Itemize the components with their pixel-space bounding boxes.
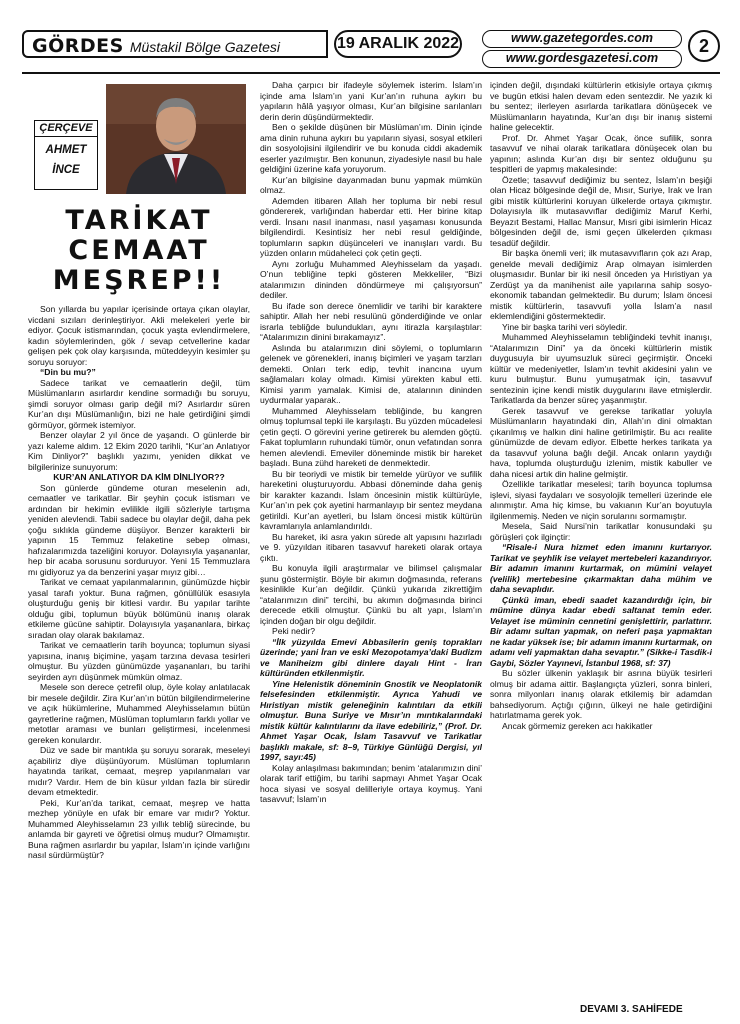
headline-line-2: CEMAAT [68,235,210,266]
paragraph: Benzer olaylar 2 yıl önce de yaşandı. O günlerde bir yazı kaleme aldım. 12 Ekim 2020 tarihli, “Kur’an Anlatıyor Kim Dinliyor?” başlıklı yazımı, yeniden dikkat ve bilgilerinize sunuyorum: [28,430,250,472]
continued-notice: DEVAMI 3. SAHİFEDE [580,1004,683,1015]
paragraph: Son yıllarda bu yapılar içerisinde ortaya çıkan olaylar, vicdani sızıları derinleştiriyor. Akli melekeleri yerle bir ediyor. Çocuk istismarından, çocuk yaşta evlendirmelere, kadın söylemlerinden, gök / sevap cetvellerine kadar gelişen pek çok olay karşısında, müteddeyyin kesimler şu soruyu soruyor: [28,304,250,367]
column-2 [260,80,482,1016]
paragraph: Peki nedir? [272,626,315,636]
author-last-name: İNCE [52,163,80,176]
author-first-name: AHMET [45,143,87,156]
paragraph: Ademden itibaren Allah her topluma bir nebi resul göndererek, varlığından haberdar etti. Her birine kitap verdi. İnsanı nasıl inanması, nasıl yaşaması konusunda bilgilendirdi. Kesintisiz her nebi resul geldiğinde, toplumların sapkın düşünceleri ve inanışları vardı. Bu yüzden onların müdaheleci çok çetin geçti. [260,195,482,258]
paragraph: Ancak görmemiz gereken acı hakikatler [502,720,653,731]
paragraph: Prof. Dr. Ahmet Yaşar Ocak, önce sufilik, sonra tasavvuf ve nihai olarak tarikatlara dönüşecek olan bu yapının; aslında Kur’an dışı bir sentez olduğunu şu tespitleri de yapmış makalesinde: [490,132,712,174]
paragraph: Kur’an bilgisine dayanmadan bunu yapmak mümkün olmaz. [260,174,482,195]
author-box [28,80,250,200]
paragraph: Tarikat ve cemaatlerin tarih boyunca; toplumun siyasi yapısına, inanış biçimine, yaşam tarzına devasa tesirleri olmuştur. Bu yüzden günümüzde yaşananları, bu tarihi seyirden ayrı düşünmek mümkün olmaz. [28,640,250,682]
paragraph: Daha çarpıcı bir ifadeyle söylemek isterim. İslam’ın içinde ama İslam’ın yani Kur’an’ın ruhuna aykırı bu yapıların hâlâ yaşıyor olması, Kur’an bilgisine sarılanları derin derin düşündürmektedir. [260,80,482,122]
column-1 [28,80,250,1016]
paragraph: Yine bir başka tarihi veri söyledir. [502,321,628,332]
masthead [22,30,720,70]
paragraph: Bu konuyla ilgili araştırmalar ve bilimsel çalışmalar şunu göstermiştir. Böyle bir akımın doğmasında, referans kesinlikle Kur’an değildir. Çünkü yukarıda zikrettiğim “atalarımızın dini” tercihi, bu akımın doğmasında birinci derecede etkili olmuştur. Çünkü bu alt yapı, İslam’ın içinden doğan bir olgu değildir. [260,563,482,626]
paragraph: Muhammed Aleyhisselam tebliğinde, bu kangren olmuş toplumsal tepki ile karşılaştı. Bu yüzden mücadelesi çetin geçti. O görevini yerine getirerek bu alemden göçtü. Fakat toplumların ruhundaki tümör, onun vefatından sonra hemen alevlendi. Emeviler döneminde mistik bir hareket başladı. Buna zühd hareketi de denmektedir. [260,405,482,468]
paragraph: içinden değil, dışındaki kültürlerin etkisiyle ortaya çıkmış ve bugün etkisi halen devam eden sentezdir. Ne yazık ki bu sentez; ilerleyen asırlarda tarikatlara dönüşecek ve Müslümanların hayatında, Kur’an dışı bir inanış sistemi haline gelecektir. [490,80,712,132]
newspaper-tagline: Müstakil Bölge Gazetesi [129,39,280,55]
column-label-box [34,120,98,190]
subheading: KUR’AN ANLATIYOR DA KİM DİNLİYOR?? [53,472,225,482]
paragraph: Muhammed Aleyhisselamın tebliğindeki tevhit inanışı, “Atalarımızın Dini” ya da önceki kültürlerin mistik duygusuyla bir uyumsuzluk süreci geçirmiştir. Önceki kültür ve medeniyetler, İslam’ın tevhit akidesini yalın ve kuru bulmuştur. Bunu yumuşatmak için, tasavvuf sentezinin içine kendi mistik duygularını ilave etmişlerdir. Tarikatlarda da benzer süreç yaşanmıştır. [490,332,712,405]
page-number: 2 [688,30,720,62]
website-link-2[interactable]: www.gordesgazetesi.com [482,50,682,68]
author-portrait-image [106,84,246,194]
paragraph: “Din bu mu?” [40,367,96,377]
quote: “Risale-i Nura hizmet eden imanını kurtarıyor. Tarikat ve şeyhlik ise velayet mertebeleri kazandırıyor. Bir adamın imanını kurtarmak, on mümini velayet (velilik) mertebesine çıkarmaktan daha mühim ve daha sevaplıdır. [490,542,712,594]
column-3 [490,80,712,1000]
brand-box [22,30,328,58]
newspaper-name: GÖRDES [32,35,124,57]
paragraph: Son günlerde gündeme oturan meselenin adı, cemaatler ve tarikatlar. Bir şeyhin çocuk istismarı ve ardından bir hekimin evlilikle ilgili sözleriyle tartışma yeniden alevlendi. Tabii sadece bu olaylar değil, daha pek çoğu sıklıkla gündeme düşüyor. Benzer karakterli bir yapının 15 Temmuz felaketine sebep olması, hafızalarımızda tazeliğini koruyor. Dolayısıyla yaşananlar, hep bir acaba sorusunu sorduruyor. Yeni 15 Temmuzlara mı gidiyoruz ya da benzerini yaşar mıyız gibi… [28,482,250,577]
column-name: ÇERÇEVE [35,121,97,137]
issue-date: 19 ARALIK 2022 [334,30,462,58]
paragraph: Bu bir teoriydi ve mistik bir temelde yürüyor ve sufilik hareketini oluşturuyordu. Abbasi döneminde daha geniş bir karakter kazandı. İslam öncesinin mistik kültürüyle, Kur’an’ın pek çok ayetini harmanlayıp bir sentez meydana getirildi. Kur’an ayetleri, bu İslam öncesi mistik kültürün kavramlarıyla anlamlandırıldı. [260,468,482,531]
website-link-1[interactable]: www.gazetegordes.com [482,30,682,48]
paragraph: Bu sözler ülkenin yaklaşık bir asrına büyük tesirleri olmuş bir adama aittir. Başlangıçta yüzleri, sonra binleri, sonra milyonları inanış olarak etkilemiş bir adamdan bahsediyorum. Açtığı çığırın, ülkeyi ne hale getirdiğini hatırlatmama gerek yok. [490,668,712,720]
paragraph: Peki, Kur’an’da tarikat, cemaat, meşrep ve hatta mezhep yönüyle en ufak bir emare var mıdır? Yoktur. Muhammed Aleyhisselamın 23 yıllık tebliğ sürecinde, bu anlamda bir gayreti ve öğretisi olmuş mudur? Olmamıştır. Buna rağmen asırlardır bu yapılar, İslam’ın içinde varlığını nasıl sürdürmüştür? [28,797,250,860]
paragraph: Bu ifade son derece önemlidir ve tarihi bir karaktere sahiptir. Allah her nebi resulünü gönderdiğinde ve onlar israrla tebliğde bulundukları, aynı itirazla karşılaştılar: “Atalarımızın dinini bırakamayız”. [260,300,482,342]
paragraph: Mesele son derece çetrefil olup, öyle kolay anlatılacak bir mesele değildir. Zira Kur’an’ın bütün bilgilendirmelerine ve açık hükümlerine, Muhammed Aleyhisselamın bütün gayretlerine rağmen, Müslüman toplumların farklı yollar ve metotlar araması ve bunları geliştirmesi, incelenmesi gereken konulardır. [28,682,250,745]
paragraph: Sadece tarikat ve cemaatlerin değil, tüm Müslümanların asırlardır kendine sormadığı bu soruyu, şimdi soruyor olması garip değil mi? Asırlardır süren Kur’an dışı Müslümanlığın, bizi ne hale getirdiğini şimdi görmüyor, görmek istemiyor. [28,377,250,430]
paragraph: Bu hareket, iki asra yakın sürede alt yapısını hazırladı ve 9. yüzyıldan itibaren tasavvuf hareketi olarak ortaya çıktı. [260,531,482,563]
quote: Yine Helenistik döneminin Gnostik ve Neoplatonik felsefesinden etkilenmiştir. Ayrıca Yahudi ve Hıristiyan mistik geleneğinin kalıntıları da etkili olmuştur. Buna Suriye ve Mısır’ın mıntıkalarındaki mistik kültür kalıntılarını da ilave edebiliriz,” (Prof. Dr. Ahmet Yaşar Ocak, İslam Tasavvuf ve Tarikatlar başlıklı makale, sf: 8–9, Türkiye Günlüğü Dergisi, yıl 1997, sayı:45) [260,678,482,762]
paragraph: Özellikle tarikatlar meselesi; tarih boyunca toplumsa işlevi, siyasi faydaları ve sosyolojik temelleri üzerinde ele alınmıştır. Ama hiç kimse, bu vakıanın Kur’an boyutuyla ilgilenmemiş. Neden ve niçin sorularını sormamıştır. [490,479,712,521]
paragraph: Özetle; tasavvuf dediğimiz bu sentez, İslam’ın beşiği olan Hicaz bölgesinde değil de, Mısır, Suriye, Irak ve İran gibi mistik kültürlerini koruyan ülkelerde ortaya çıkmıştır. Dolayısıyla ilk mutasavvıflar dediğimiz Maruf Kerhi, Beyazıt Bestami, Hallac Mansur, Mısri gibi isimlerin Hicaz bölgesinden değil de, ismi geçen ülkelerden çıkması tesadüf değildir. [490,174,712,248]
paragraph: Gerek tasavvuf ve gerekse tarikatlar yoluyla Müslümanların hayatındaki din, Allah’ın dini olmaktan çıkarılmış ve halkın dini haline getirilmiştir. Bu acı realite günümüzde de devam ediyor. Elbette herkes tarikata ya da tasavvuf yoluna bağlı değil. Ancak onların yaydığı hava, toplumda oluşturduğu izlenim, mistik kabuller ve daha nicesi artık din haline gelmiştir. [490,405,712,479]
headline-line-3: MEŞREP!! [52,265,226,296]
author-photo [106,84,246,194]
headline-line-1: TARİKAT [65,205,213,236]
paragraph: Kolay anlaşılması bakımından; benim ‘atalarımızın dini’ olarak tarif ettiğim, bu tarihi sapmayı Ahmet Yaşar Ocak hoca siyasi ve sosyal delilleriyle ortaya koymuş. Yani tasavvuf; İslam’ın [260,762,482,804]
quote: Çünkü iman, ebedi saadet kazandırdığı için, bir mümine dünya kadar ebedi saltanat temin eder. Velayet ise müminin cennetini genişlettirir, parlattırır. Bir adamı sultan yapmak, on neferi paşa yapmaktan ne kadar yüksek ise; bir adamın imanını kurtarmak, on adamı veli yapmaktan daha sevaptır.” (Sikke-i Tasdik-i Gaybi, Sözler Yayınevi, İstanbul 1968, sf: 37) [490,594,712,668]
paragraph: Mesela, Said Nursi’nin tarikatlar konusundaki şu görüşleri çok ilginçtir: [490,521,712,542]
paragraph: Aynı zorluğu Muhammed Aleyhisselam da yaşadı. O’nun tebliğine tepki gösteren Mekkeliler, “Bizi atalarımızın dininden döndürmeye mi çalışıyorsun” dediler. [260,258,482,300]
header-rule [22,72,720,74]
paragraph: Ben o şekilde düşünen bir Müslüman’ım. Dinin içinde ama dinin ruhuna aykırı bu yapıların siyasi, sosyal etkileri din sosyolojisini ilgilendirir ve bu konuda ciddi akademik eserler yazılmıştır. Ben konunun, ziyadesiyle nasıl bu hale geldiğini üzerine kafa yoruyorum. [260,122,482,174]
article-headline [28,206,250,296]
paragraph: Düz ve sade bir mantıkla şu soruyu sorarak, meseleyi açabiliriz diye düşünüyorum. Müslüman toplumların hayatında tarikat, cemaat, meşrep yapılanmaları var mıdır? Vardır. Hem de bin küsur yıldan fazla bir süredir devam etmektedir. [28,745,250,797]
quote: “İlk yüzyılda Emevi Abbasilerin geniş toprakları üzerinde; yani İran ve eski Mezopotamya’daki Budizm ve Maniheizm gibi dinlere dayalı Hint - İran kültüründen etkilenmiştir. [260,636,482,678]
website-links [482,30,682,70]
paragraph: Aslında bu atalarımızın dini söylemi, o toplumların gelenek ve görenekleri, inanış biçimleri ve yaşam tarzları demekti. Onları terk edip, tevhit inancına uyum sağlamaları kolay olmadı. Kimisi yürekten kabul etti. Kimisi yarım yamalak. Kimisi de, atalarının dininden uydurmalar yaparak.. [260,342,482,405]
paragraph: Tarikat ve cemaat yapılanmalarının, günümüzde hiçbir yasal tarafı yoktur. Buna rağmen, gönüllülük esasıyla oluşturduğu geniş bir kitlesi vardır. Bu yapılar tarihte olduğu gibi, toplumun büyük bölümünü inanış olarak etkileme gücüne sahiptir. Dolayısıyla yaşananlara, birkaç sıradan olay olarak bakılamaz. [28,577,250,640]
paragraph: Bir başka önemli veri; ilk mutasavvıfların çok azı Arap, genelde mevali dediğimiz Arap olmayan isimlerden oluşmasıdır. Bunlar bir iki nesil önceden ya Hıristiyan ya Zerdüşt ya da manihenist aile yapılarına sahip sosyo-ekonomik tabandan gelmektedir. Bu durum; İslam öncesi mistik kültürlerin, tasavvufi yolla İslam’a nasıl eklemlendiğini göstermektedir. [490,248,712,321]
